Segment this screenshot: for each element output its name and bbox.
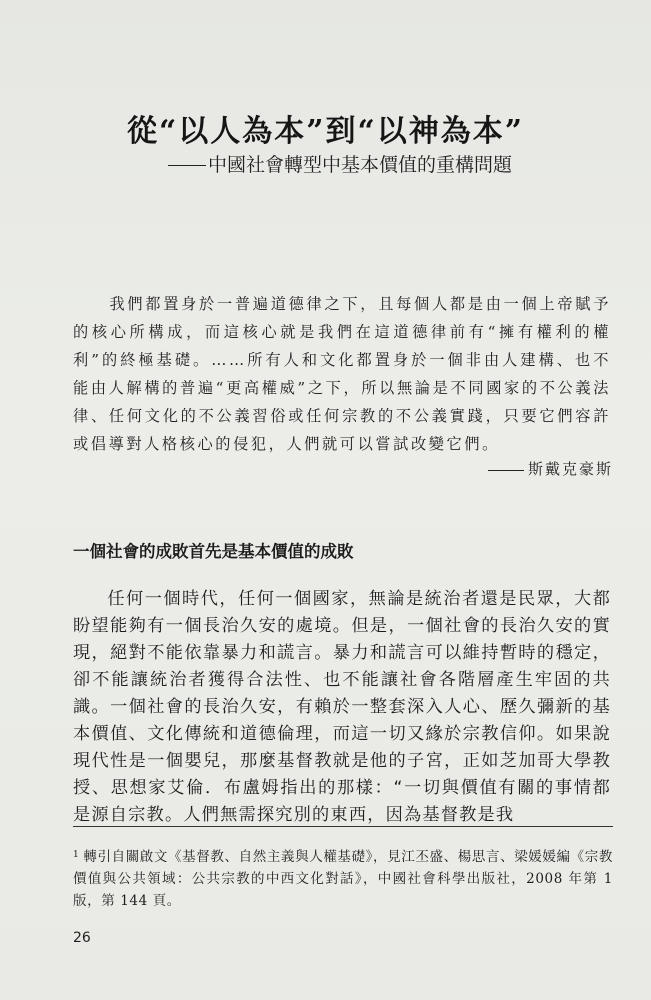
subtitle-text: 中國社會轉型中基本價值的重構問題 — [208, 154, 513, 176]
footnote-marker: 1 — [73, 850, 80, 860]
subtitle-dash — [168, 165, 206, 166]
footnote-divider — [73, 826, 613, 827]
attribution-text: 斯戴克豪斯 — [527, 460, 613, 478]
epigraph — [73, 290, 611, 458]
page-subtitle — [168, 150, 512, 177]
footnote — [73, 846, 613, 912]
page-number: 26 — [73, 930, 91, 946]
attribution-dash — [488, 470, 524, 471]
page-title: 從“以人為本”到“以神為本” — [126, 114, 525, 149]
body-text: 任何一個時代，任何一個國家，無論是統治者還是民眾，大都盼望能夠有一個長治久安的處境。但是，一個社會的長治久安的實現，絕對不能依靠暴力和謊言。暴力和謊言可以維持暫時的穩定，卻不能讓統治者獲得合法性、也不能讓社會各階層產生牢固的共識。一個社會的長治久安，有賴於一整套深入人心、歷久彌新的基本價值、文化傳統和道德倫理，而這一切又緣於宗教信仰。如果說現代性是一個嬰兒，那麼基督教就是他的子宮，正如芝加哥大學教授、思想家艾倫．布盧姆指出的那樣：“一切與價值有關的事情都是源自宗教。人們無需探究別的東西，因為基督教是我 — [73, 589, 611, 825]
epigraph-attribution — [488, 458, 613, 479]
body-paragraph — [73, 586, 611, 829]
footnote-text: 轉引自關啟文《基督教、自然主義與人權基礎》，見江丕盛、楊思言、梁媛媛編《宗教價值與公共領域：公共宗教的中西文化對話》，中國社會科學出版社，2008 年第 1 版，第 144 頁。 — [73, 849, 613, 909]
section-heading: 一個社會的成敗首先是基本價值的成敗 — [73, 542, 354, 561]
epigraph-text: 我們都置身於一普遍道德律之下，且每個人都是由一個上帝賦予的核心所構成，而這核心就是我們在這道德律前有“擁有權利的權利”的終極基礎。……所有人和文化都置身於一個非由人建構、也不能由人解構的普遍“更高權威”之下，所以無論是不同國家的不公義法律、任何文化的不公義習俗或任何宗教的不公義實踐，只要它們容許或倡導對人格核心的侵犯，人們就可以嘗試改變它們。 — [73, 295, 611, 453]
